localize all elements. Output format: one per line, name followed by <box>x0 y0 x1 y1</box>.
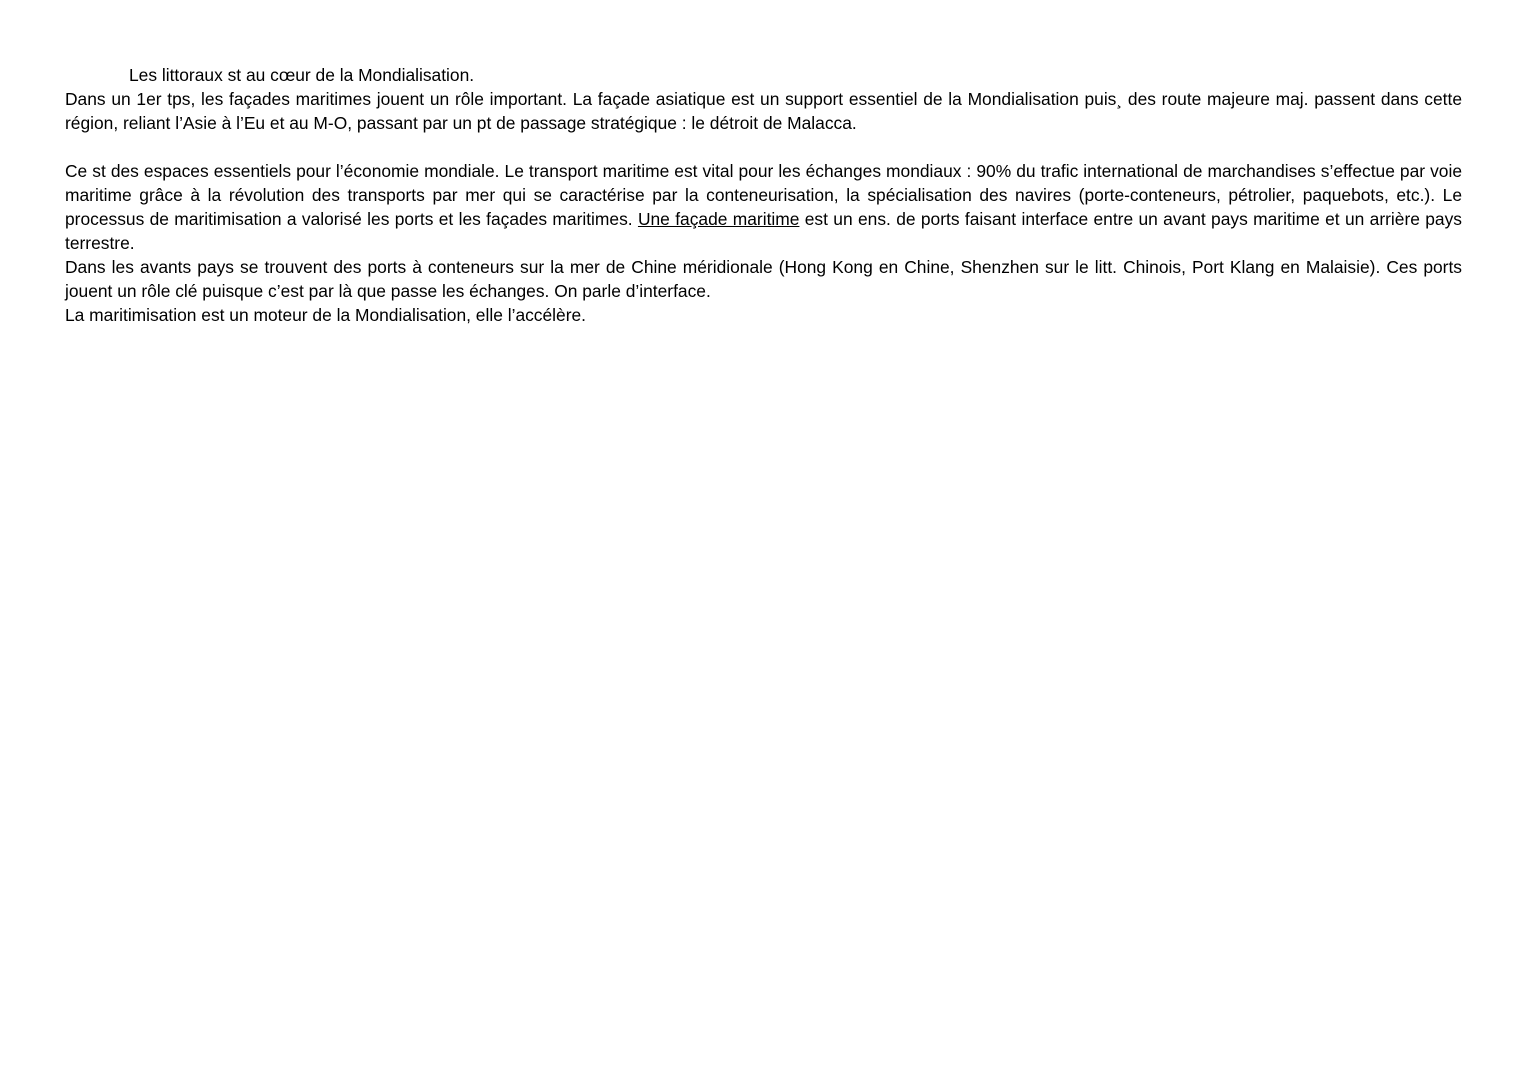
paragraph-text: Ce st des espaces essentiels pour l’économie mondiale. Le transport maritime est vital pour les échanges mondiaux : 90% du trafic international de marchandises s’effectue par voie maritime grâce à la révolution des transports par mer qui se caractérise par la conteneurisation, la spécialisation des navires (porte-conteneurs, pétrolier, paquebots, etc.). Le processus de maritimisation a valorisé les ports et les façades maritimes. <box>65 161 1462 229</box>
document-page <box>65 63 1462 327</box>
document-title: Les littoraux st au cœur de la Mondialisation. <box>129 65 475 85</box>
paragraph-espaces-essentiels <box>65 159 1462 255</box>
paragraph-text: est un ens. de ports faisant interface entre un avant pays maritime et un arrière pays terrestre. <box>65 209 1462 253</box>
paragraph-avants-pays: Dans les avants pays se trouvent des ports à conteneurs sur la mer de Chine méridionale (Hong Kong en Chine, Shenzhen sur le litt. Chinois, Port Klang en Malaisie). Ces ports jouent un rôle clé puisque c’est par là que passe les échanges. On parle d’interface. <box>65 257 1462 301</box>
blank-line <box>65 135 1462 159</box>
paragraph-facades: Dans un 1er tps, les façades maritimes jouent un rôle important. La façade asiatique est un support essentiel de la Mondialisation puis¸ des route majeure maj. passent dans cette région, reliant l’Asie à l’Eu et au M-O, passant par un pt de passage stratégique : le détroit de Malacca. <box>65 89 1462 133</box>
paragraph-conclusion: La maritimisation est un moteur de la Mondialisation, elle l’accélère. <box>65 305 587 325</box>
underlined-term: Une façade maritime <box>637 209 800 229</box>
